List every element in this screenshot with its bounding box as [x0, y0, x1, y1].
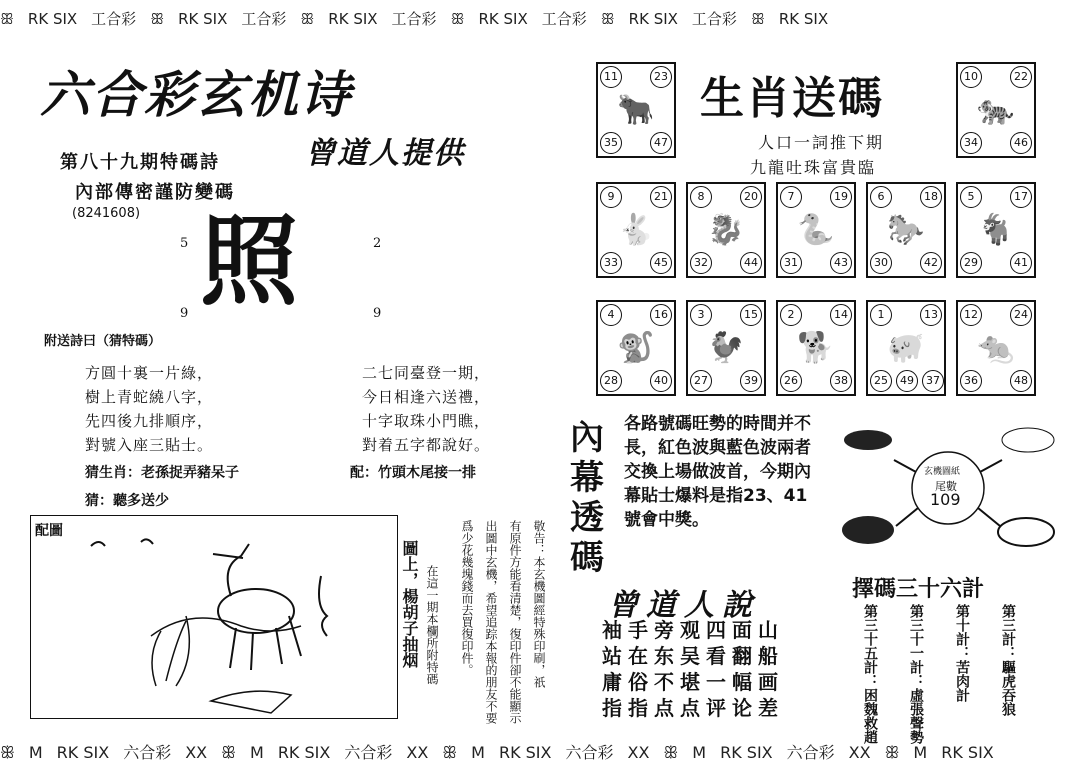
watermark-text: RK SIX	[56, 743, 110, 762]
guess-line: 猜：聽多送少	[85, 493, 169, 509]
zeng-line: 庸俗不堪一幅画	[602, 670, 784, 694]
zodiac-hint-1: 人口一詞推下期	[758, 133, 885, 152]
strategy-head: 第三十五計：	[862, 604, 878, 688]
strategy-item	[908, 604, 924, 744]
zodiac-card	[956, 182, 1036, 278]
strategy-head: 第三計：	[1000, 604, 1016, 660]
strategy-head: 第三十一計：	[908, 604, 924, 688]
zodiac-number: 49	[896, 370, 918, 392]
footer-watermark-band	[0, 740, 1080, 766]
watermark-text: M	[28, 743, 43, 762]
watermark-text: ꕥ	[750, 10, 765, 28]
poem-line: 今日相逢六送禮，	[362, 388, 491, 406]
zodiac-number: 22	[1010, 66, 1032, 88]
picture-box	[30, 515, 398, 719]
zodiac-card	[776, 182, 856, 278]
tail-circle-text: 玄機圖紙	[924, 467, 961, 477]
zodiac-number: 43	[830, 252, 852, 274]
poem-line: 十字取珠小門瞧，	[362, 412, 491, 430]
zodiac-number: 14	[830, 304, 852, 326]
issue-line: 第八十九期特碼詩	[60, 152, 220, 173]
watermark-text: 工合彩	[241, 10, 287, 28]
watermark-text: M	[471, 743, 485, 762]
zodiac-number: 5	[960, 186, 982, 208]
watermark-text: RK SIX	[498, 743, 552, 762]
zodiac-number: 33	[600, 252, 622, 274]
notice-line: 爲少花幾塊錢而去買復印件。	[460, 520, 474, 676]
tail-number: 109	[930, 490, 961, 509]
rat-icon: 🐀	[977, 330, 1015, 366]
corner-number-tl: 5	[180, 236, 189, 251]
zodiac-card	[686, 182, 766, 278]
watermark-text: 六合彩	[123, 743, 172, 762]
watermark-text: M	[692, 743, 707, 762]
zeng-line: 站在东吴看翻船	[602, 644, 784, 668]
zodiac-number: 36	[960, 370, 982, 392]
main-title: 六合彩玄机诗	[40, 66, 352, 124]
zodiac-number: 25	[870, 370, 892, 392]
rabbit-icon: 🐇	[617, 212, 655, 248]
watermark-text: XX	[406, 743, 429, 762]
strategy-item	[1000, 604, 1016, 716]
provider-title: 曾道人提供	[305, 136, 465, 171]
watermark-text: ꕥ	[600, 10, 615, 28]
tail-diagram	[838, 420, 1058, 560]
zodiac-number: 34	[960, 132, 982, 154]
guess-zodiac-line: 猜生肖：老孫捉弄豬呆子	[85, 465, 239, 481]
picture-caption-1: 在這一期本欄所附特碼	[425, 565, 439, 685]
zodiac-number: 16	[650, 304, 672, 326]
zodiac-card	[866, 182, 946, 278]
zodiac-number: 15	[740, 304, 762, 326]
zeng-line: 袖手旁观四面山	[602, 618, 784, 642]
watermark-text: ꕥ	[0, 10, 14, 28]
inside-text: 各路號碼旺勢的時間并不長，紅色波與藍色波兩者交換上場做波首，今期內幕貼士爆料是指23、41號會中獎。	[624, 414, 811, 530]
monkey-icon: 🐒	[617, 330, 655, 366]
zodiac-number: 39	[740, 370, 762, 392]
zodiac-number: 7	[780, 186, 802, 208]
secret-line: 內部傳密謹防變碼	[75, 182, 235, 203]
zodiac-number: 17	[1010, 186, 1032, 208]
zodiac-number: 45	[650, 252, 672, 274]
strategy-body: 虛張聲勢	[908, 688, 924, 744]
snake-icon: 🐍	[797, 212, 835, 248]
strategy-body: 苦肉計	[954, 660, 970, 702]
horse-icon: 🐎	[887, 212, 925, 248]
header-watermark-band	[0, 8, 1080, 34]
poem-line: 對號入座三貼士。	[85, 436, 214, 454]
picture-caption-2: 圖上，楊胡子抽烟	[400, 540, 419, 668]
zodiac-number: 19	[830, 186, 852, 208]
zodiac-number: 38	[830, 370, 852, 392]
goat-smoking-illustration	[31, 516, 397, 718]
watermark-text: ꕥ	[884, 743, 900, 762]
strategy-body: 困魏救趙	[862, 688, 878, 744]
watermark-text: RK SIX	[941, 743, 994, 762]
watermark-text: RK SIX	[277, 743, 331, 762]
zodiac-number: 30	[870, 252, 892, 274]
picture-label: 配圖	[35, 523, 63, 539]
pair-line: 配：竹頭木尾接一排	[350, 465, 476, 481]
watermark-text: 工合彩	[91, 10, 137, 28]
watermark-text: M	[250, 743, 264, 762]
zodiac-number: 27	[690, 370, 712, 392]
zodiac-number: 8	[690, 186, 712, 208]
corner-number-br: 9	[373, 306, 382, 321]
zodiac-number: 1	[870, 304, 892, 326]
zodiac-number: 48	[1010, 370, 1032, 392]
zodiac-number: 9	[600, 186, 622, 208]
watermark-text: ꕥ	[442, 743, 458, 762]
zodiac-card	[776, 300, 856, 396]
inside-title-text: 內幕透碼	[570, 418, 604, 578]
watermark-text: ꕥ	[450, 10, 465, 28]
zodiac-number: 11	[600, 66, 622, 88]
watermark-text: 六合彩	[344, 743, 393, 762]
zodiac-number: 4	[600, 304, 622, 326]
watermark-text: ꕥ	[221, 743, 236, 762]
zodiac-number: 24	[1010, 304, 1032, 326]
notice-line: 有原件方能看清楚，復印件卻不能顯示	[508, 520, 522, 724]
tail-label: 尾數	[935, 480, 957, 493]
watermark-text: ꕥ	[663, 743, 679, 762]
zodiac-number: 13	[920, 304, 942, 326]
zodiac-card	[686, 300, 766, 396]
watermark-text: RK SIX	[27, 10, 78, 28]
zodiac-number: 40	[650, 370, 672, 392]
code-text: (8241608)	[72, 206, 141, 221]
zodiac-card	[956, 62, 1036, 158]
zodiac-number: 2	[780, 304, 802, 326]
notice-line: 敬告：本玄機圖經特殊印刷，祇	[532, 520, 546, 688]
inside-title	[570, 418, 610, 578]
zodiac-number: 21	[650, 186, 672, 208]
zodiac-number: 44	[740, 252, 762, 274]
zodiac-card	[956, 300, 1036, 396]
corner-number-bl: 9	[180, 306, 189, 321]
dragon-icon: 🐉	[707, 212, 745, 248]
poem-line: 方圓十裏一片綠，	[85, 364, 214, 382]
zodiac-hint-2: 九龍吐珠富貴臨	[750, 158, 877, 177]
poem-line: 先四後九排順序，	[85, 412, 214, 430]
watermark-text: ꕥ	[300, 10, 315, 28]
watermark-text: ꕥ	[150, 10, 165, 28]
watermark-text: 工合彩	[691, 10, 737, 28]
zodiac-number: 31	[780, 252, 802, 274]
zodiac-number: 41	[1010, 252, 1032, 274]
watermark-text: RK SIX	[478, 10, 528, 28]
zodiac-number: 46	[1010, 132, 1032, 154]
watermark-text: XX	[627, 743, 650, 762]
watermark-text: 六合彩	[565, 743, 614, 762]
zodiac-card	[596, 62, 676, 158]
tiger-icon: 🐅	[977, 92, 1015, 128]
extra-poem-label: 附送詩曰（猜特碼）	[44, 334, 162, 349]
poem-line: 二七同臺登一期，	[362, 364, 491, 382]
zodiac-number: 37	[922, 370, 944, 392]
strategy-title: 擇碼三十六計	[852, 577, 985, 602]
zodiac-number: 18	[920, 186, 942, 208]
watermark-text: 工合彩	[541, 10, 587, 28]
zodiac-number: 29	[960, 252, 982, 274]
zodiac-number: 6	[870, 186, 892, 208]
rooster-icon: 🐓	[707, 330, 745, 366]
poem-line: 樹上青蛇繞八字，	[85, 388, 214, 406]
dog-icon: 🐕	[797, 330, 835, 366]
zodiac-card	[596, 182, 676, 278]
watermark-text: RK SIX	[328, 10, 378, 28]
zodiac-title: 生肖送碼	[700, 73, 884, 124]
pig-icon: 🐖	[887, 330, 925, 366]
watermark-text: RK SIX	[720, 743, 773, 762]
notice-line: 出圖中玄機，希望追踪本報的朋友不要	[484, 520, 498, 724]
zodiac-number: 32	[690, 252, 712, 274]
strategy-item	[954, 604, 970, 702]
zodiac-number: 3	[690, 304, 712, 326]
ox-icon: 🐂	[617, 92, 655, 128]
watermark-text: ꕥ	[0, 743, 15, 762]
zodiac-number: 35	[600, 132, 622, 154]
zodiac-number: 42	[920, 252, 942, 274]
zeng-title: 曾道人說	[608, 588, 760, 623]
watermark-text: RK SIX	[178, 10, 228, 28]
zodiac-number: 20	[740, 186, 762, 208]
zodiac-number: 26	[780, 370, 802, 392]
watermark-text: XX	[848, 743, 871, 762]
zodiac-card	[596, 300, 676, 396]
watermark-text: 六合彩	[786, 743, 835, 762]
zodiac-number: 28	[600, 370, 622, 392]
watermark-text: XX	[185, 743, 208, 762]
zodiac-number: 23	[650, 66, 672, 88]
watermark-text: M	[913, 743, 928, 762]
strategy-body: 驅虎吞狼	[1000, 660, 1016, 716]
big-character: 照	[200, 205, 299, 319]
strategy-item	[862, 604, 878, 744]
zodiac-number: 47	[650, 132, 672, 154]
zodiac-card	[866, 300, 946, 396]
zodiac-number: 12	[960, 304, 982, 326]
poem-line: 對着五字都說好。	[362, 436, 491, 454]
strategy-head: 第十計：	[954, 604, 970, 660]
watermark-text: RK SIX	[628, 10, 678, 28]
zeng-line: 指指点点评论差	[602, 696, 784, 720]
goat-icon: 🐐	[977, 212, 1015, 248]
watermark-text: RK SIX	[778, 10, 829, 28]
watermark-text: 工合彩	[391, 10, 437, 28]
zodiac-number: 10	[960, 66, 982, 88]
corner-number-tr: 2	[373, 236, 382, 251]
